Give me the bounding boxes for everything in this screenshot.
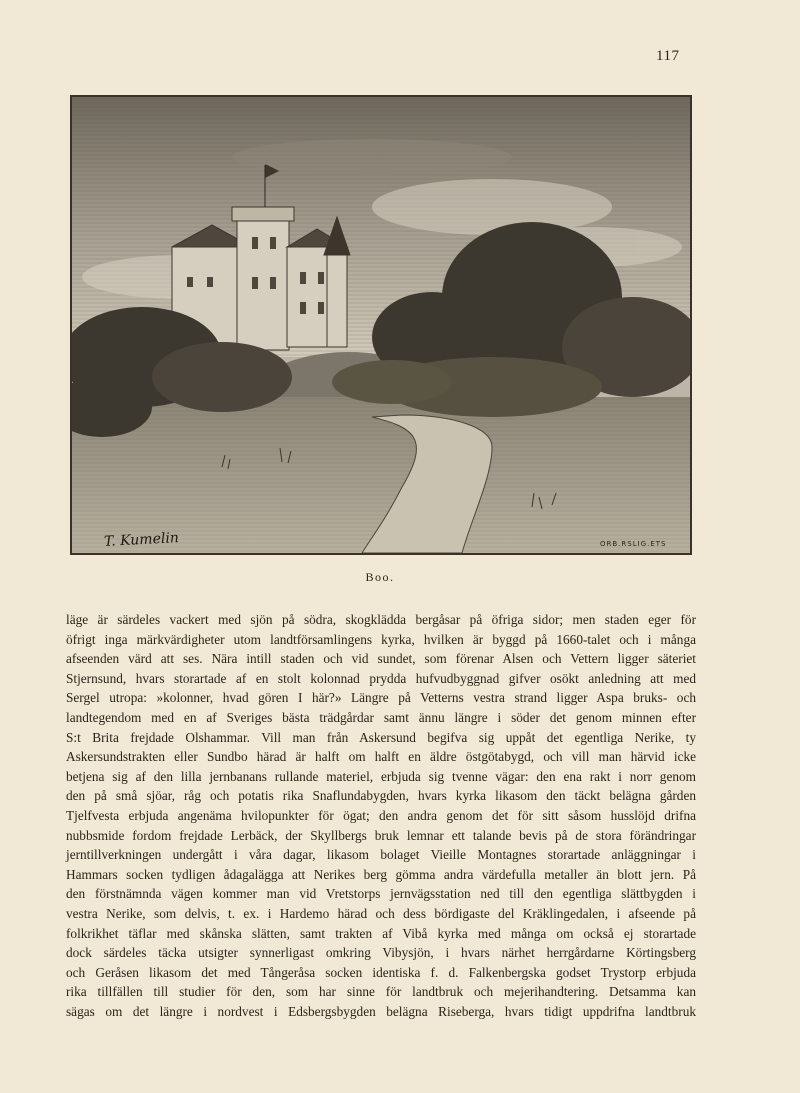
- text-line: betjena sig af den lilla jernbanans rullande materiel, erbjuda sig tvenne vägar: den ena rakt i norr genom: [66, 768, 696, 784]
- body-text: [66, 610, 696, 1021]
- text-line: jerntillverkningen undergått i våra dagar, likasom bolaget Vieille Montagnes storartade anläggningar i: [66, 847, 696, 863]
- text-line: S:t Brita frejdade Olshammar. Vill man från Askersund begifva sig uppåt det egentliga Nerike, ty: [66, 729, 696, 745]
- text-line: läge är särdeles vackert med sjön på södra, skogklädda bergåsar på öfriga sidor; men staden eger för: [66, 612, 696, 627]
- text-line: Sergel utropa: »kolonner, hvad gören I här?» Längre på Vetterns vestra strand ligger Aspa bruks- och: [66, 690, 696, 706]
- engraving-illustration: [70, 95, 692, 555]
- text-line: dock särdeles täcka utsigter synnerligast omkring Vibysjön, i hvars närhet herrgårdarne Körtingsberg: [66, 945, 696, 961]
- castle-scene: [72, 97, 690, 553]
- text-line: sägas om det längre i nordvest i Edsbergsbygden belägna Riseberga, hvars tidigt uppdrifna landtbruk: [66, 1003, 696, 1019]
- text-line: den förstnämnda vägen kommer man vid Vretstorps jernvägsstation ned till den egentliga slättbygden i: [66, 886, 696, 902]
- text-line: den på små sjöar, råg och potatis rika Snaflundabygden, hvars kyrka likasom den täckt belägna gården: [66, 788, 696, 804]
- text-line: Hammars socken tydligen ådagalägga att Nerikes berg gömma andra värdefulla metaller än blott jern. På: [66, 866, 696, 882]
- text-line: vestra Nerike, som delvis, t. ex. i Hardemo härad och dess bördigaste del Kräklingedalen, i afseende på: [66, 905, 696, 921]
- text-line: rika tillfällen till studier för den, som har sinne för landtbruk och mejerihandtering. Detsamma kan: [66, 984, 696, 1000]
- engraver-mark: ORB.RSLIG.ETS: [600, 540, 667, 548]
- text-line: Askersundstrakten eller Sundbo härad är halft om halft en äldre östgötabygd, och vill man härvid icke: [66, 749, 696, 765]
- text-line: landtegendom med en af Sveriges bästa trädgårdar samt ännu längre i söder det genom minnen efter: [66, 709, 696, 725]
- text-line: folkrikhet täflar med skånska slätten, samt trakten af Vibå kyrka med många om också ej storartade: [66, 925, 696, 941]
- artist-signature: T. Kumelin: [103, 530, 180, 550]
- text-line: afseenden värd att ses. Nära intill staden och vid sundet, som förenar Alsen och Vettern ligger säteriet: [66, 651, 696, 667]
- text-line: och Geråsen likasom det med Tångeråsa socken identiska f. d. Falkenbergska godset Trystorp erbjuda: [66, 964, 696, 980]
- text-line: nubbsmide fordom frejdade Lerbäck, der Skyllbergs bruk lemnar ett talande bevis på de stora förändringar: [66, 827, 696, 843]
- page-number: 117: [656, 48, 680, 64]
- text-line: öfrigt inga märkvärdigheter utom landtförsamlingens kyrka, hvilken är byggd på 1660-talet och i många: [66, 631, 696, 647]
- text-line: Tjelfvesta erbjuda angenäma hvilopunkter för ögat; den andra genom det för sitt såsom husslöjd drifna: [66, 807, 696, 823]
- text-line: Stjernsund, hvars storartade af en stolt kolonnad prydda hufvudbyggnad gifver osökt anledning att med: [66, 670, 696, 686]
- illustration-caption: Boo.: [365, 570, 395, 584]
